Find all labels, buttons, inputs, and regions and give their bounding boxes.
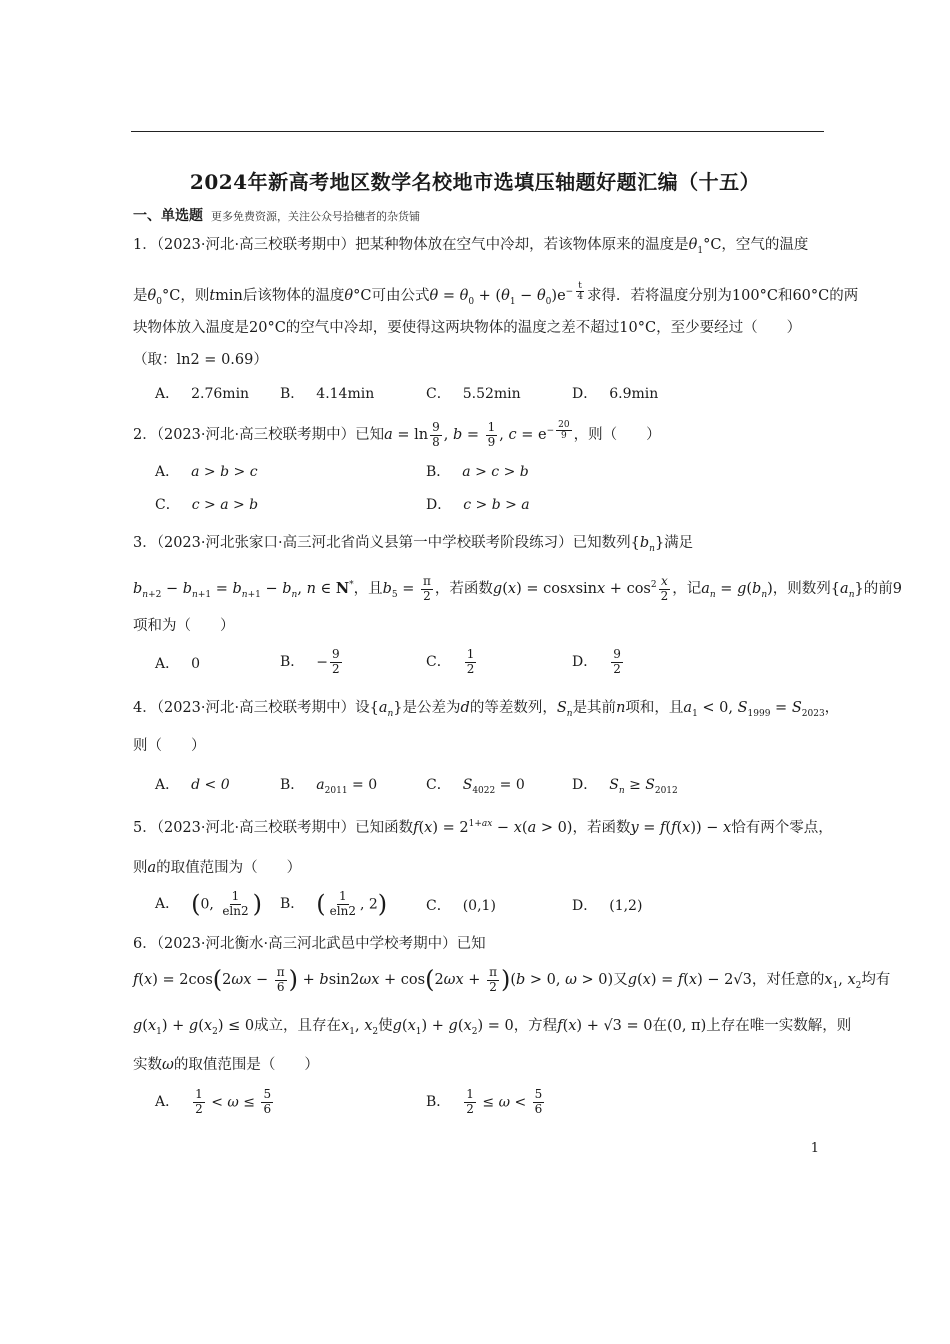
q5-option-a: A． (0, $\frac{1}{eln2}$ ): [155, 889, 262, 918]
q3-line-2: $b_{n+2} - b_{n+1} = b_{n+1} - b_n$, n ∈ N*，且$b_5$ = $\frac{\pi}{2}$ ，若函数g(x) = cosxsinx + $\cos^2$ $\frac{x}{2}$ ，记$a_n = g(b_n)$，则数列$\{a_n\}$的前9: [133, 574, 902, 603]
q6-option-a: A． $\frac{1}{2}$ < ω ≤ $\frac{5}{6}$: [155, 1087, 272, 1116]
q6-line-3: $g(x_1) + g(x_2) \le 0$成立，且存在$x_1$, $x_2$使$g(x_1) + g(x_2) = 0$，方程f(x) + √3 = 0在(0, π)上存在唯一实数解，则: [133, 1018, 852, 1037]
q4-line-2: 则（ ）: [133, 738, 206, 754]
q1-option-b: B． 4.14min: [280, 386, 375, 402]
q4-option-b: B． $a_{2011} = 0$: [280, 777, 378, 796]
q4-line-1: 4．（2023·河北·高三校联考期中）设$\{a_n\}$是公差为d的等差数列，$S_n$是其前n项和，且$a_1 < 0$, $S_{1999} = S_{2023}$，: [133, 700, 840, 719]
q3-line-1: 3．（2023·河北张家口·高三河北省尚义县第一中学校联考阶段练习）已知数列$\{b_n\}$满足: [133, 535, 694, 554]
q1-option-d: D． 6.9min: [572, 386, 659, 402]
q3-line-3: 项和为（ ）: [133, 618, 235, 634]
q1-option-a: A． 2.76min: [155, 386, 250, 402]
q6-line-4: 实数ω的取值范围是（ ）: [133, 1057, 319, 1073]
q5-option-d: D． (1,2): [572, 898, 643, 914]
section-title: 一、单选题: [133, 208, 203, 224]
q1-line-4: （取：ln2 = 0.69）: [133, 352, 268, 368]
q6-line-1: 6．（2023·河北衡水·高三河北武邑中学校考期中）已知: [133, 936, 486, 952]
q2-option-a: A． a > b > c: [155, 464, 258, 480]
page-number: 1: [810, 1141, 819, 1156]
q2-stem: 2．（2023·河北·高三校联考期中）已知a = ln $\frac{9}{8}$ , b = $\frac{1}{9}$ , $c = e^{- \frac{20}{9}}$ ，则（ ）: [133, 419, 661, 449]
q2-option-d: D． c > b > a: [426, 497, 530, 513]
page-title: 2024年新高考地区数学名校地市选填压轴题好题汇编（十五）: [189, 170, 761, 194]
q1-line-1: 1．（2023·河北·高三校联考期中）把某种物体放在空气中冷却，若该物体原来的温度是$\theta_1^\circ C$，空气的温度: [133, 237, 809, 256]
q3-option-a: A． 0: [155, 656, 201, 672]
section-note: 更多免费资源，关注公众号拾穗者的杂货铺: [211, 210, 420, 223]
q4-option-a: A． d < 0: [155, 777, 230, 793]
q6-line-2: f(x) = 2cos(2ωx − $\frac{\pi}{6}$ ) + bsin2ωx + cos(2ωx + $\frac{\pi}{2}$ )(b > 0, ω > 0)又g(x) = f(x) − 2√3，对任意的$x_1$, $x_2$均有: [133, 965, 891, 994]
q3-option-d: D． $\frac{9}{2}$: [572, 647, 621, 676]
header-rule: [131, 131, 824, 132]
q5-option-c: C． (0,1): [426, 898, 496, 914]
q1-line-3: 块物体放入温度是20°C的空气中冷却，要使得这两块物体的温度之差不超过10°C，至少要经过（ ）: [133, 320, 802, 336]
q3-option-b: B． − $\frac{9}{2}$: [280, 647, 340, 676]
q6-option-b: B． $\frac{1}{2}$ ≤ ω < $\frac{5}{6}$: [426, 1087, 543, 1116]
q1-option-c: C． 5.52min: [426, 386, 521, 402]
q1-line-2: 是$\theta_0^\circ C$，则tmin后该物体的温度θ°C可由公式$\theta = \theta_0 + (\theta_1 - \theta_0)e^{- \frac{t}{4}}$ 求得．若将温度分别为100°C和60°C的两: [133, 281, 859, 308]
q5-line-1: 5．（2023·河北·高三校联考期中）已知函数$f(x) = 2^{1+ax} - x(a > 0)$，若函数y = f(f(x)) − x恰有两个零点，: [133, 819, 833, 836]
section-heading: [133, 205, 420, 225]
q2-option-c: C． c > a > b: [155, 497, 259, 513]
q5-line-2: 则a的取值范围为（ ）: [133, 860, 302, 876]
q4-option-c: C． $S_{4022} = 0$: [426, 777, 525, 796]
q4-option-d: D． $S_n \ge S_{2012}$: [572, 777, 678, 796]
q5-option-b: B． ( $\frac{1}{eln2}$ , 2): [280, 889, 388, 918]
q3-option-c: C． $\frac{1}{2}$: [426, 647, 475, 676]
q2-option-b: B． a > c > b: [426, 464, 529, 480]
